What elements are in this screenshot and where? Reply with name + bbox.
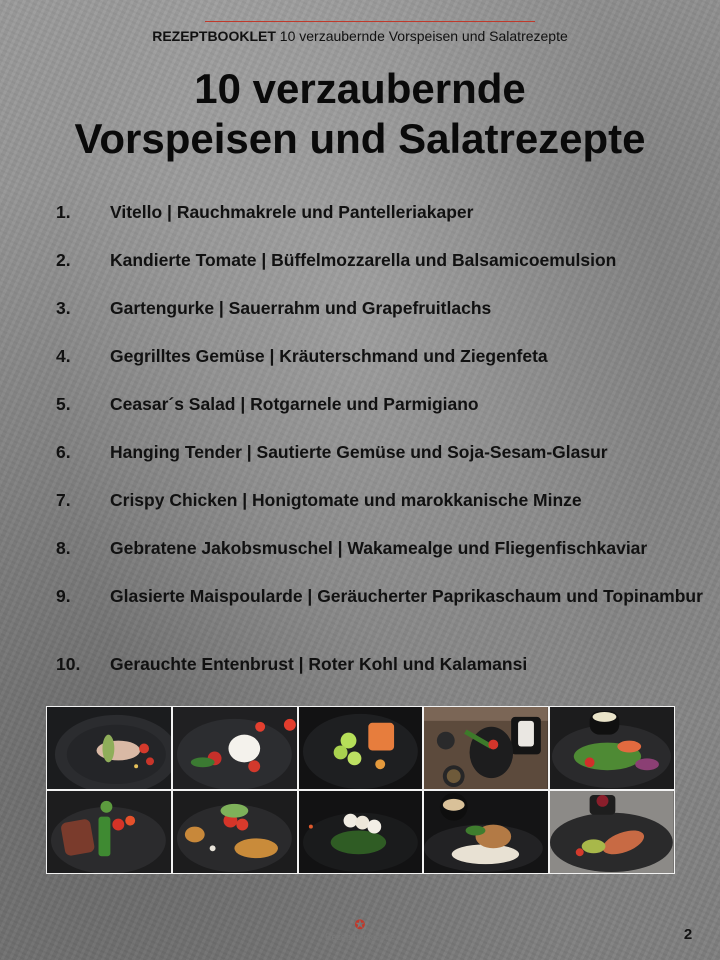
recipe-number: 10. — [56, 654, 81, 674]
running-header-label: REZEPTBOOKLET — [152, 28, 276, 44]
recipe-number: 1. — [56, 202, 71, 222]
header-rule — [205, 21, 535, 22]
logo-star-icon: ✪ — [354, 917, 366, 932]
page-title-line-1: 10 verzaubernde — [194, 65, 526, 112]
vitello-dish-photo — [47, 707, 171, 789]
footer-logo-text: Rezeptbooklet.de — [324, 932, 396, 942]
beef-tender-dish-photo — [47, 791, 171, 873]
recipe-title: Gegrilltes Gemüse | Kräuterschmand und Ziegenfeta — [110, 346, 548, 366]
recipe-title: Gartengurke | Sauerrahm und Grapefruitlachs — [110, 298, 492, 318]
recipe-title: Hanging Tender | Sautierte Gemüse und Soja-Sesam-Glasur — [110, 442, 608, 462]
recipe-number: 2. — [56, 250, 71, 270]
footer-logo — [310, 918, 410, 942]
recipe-number: 8. — [56, 538, 71, 558]
recipe-number: 5. — [56, 394, 71, 414]
cucumber-salmon-dish-photo — [299, 707, 423, 789]
page-title — [0, 64, 720, 164]
grilled-vegetables-dish-photo — [424, 707, 548, 789]
crispy-chicken-dish-photo — [173, 791, 297, 873]
recipe-title: Ceasar´s Salad | Rotgarnele und Parmigiano — [110, 394, 479, 414]
running-header — [0, 28, 720, 44]
page-title-line-2: Vorspeisen und Salatrezepte — [74, 115, 646, 162]
running-header-title: 10 verzaubernde Vorspeisen und Salatrezepte — [279, 28, 568, 44]
recipe-title: Crispy Chicken | Honigtomate und marokkanische Minze — [110, 490, 582, 510]
recipe-title: Gebratene Jakobsmuschel | Wakamealge und Fliegenfischkaviar — [110, 538, 648, 558]
recipe-title: Glasierte Maispoularde | Geräucherter Paprikaschaum und Topinambur — [110, 586, 703, 606]
dish-photo-grid — [46, 706, 675, 874]
tomato-mozzarella-dish-photo — [173, 707, 297, 789]
scallop-wakame-dish-photo — [299, 791, 423, 873]
recipe-number: 7. — [56, 490, 71, 510]
recipe-title: Gerauchte Entenbrust | Roter Kohl und Kalamansi — [110, 654, 528, 674]
recipe-title: Kandierte Tomate | Büffelmozzarella und Balsamicoemulsion — [110, 250, 617, 270]
recipe-number: 9. — [56, 586, 71, 606]
duck-breast-dish-photo — [550, 791, 674, 873]
page-number: 2 — [683, 926, 693, 943]
recipe-number: 3. — [56, 298, 71, 318]
salad-shrimp-dish-photo — [550, 707, 674, 789]
poularde-dish-photo — [424, 791, 548, 873]
recipe-number: 4. — [56, 346, 71, 366]
recipe-number: 6. — [56, 442, 71, 462]
recipe-title: Vitello | Rauchmakrele und Pantelleriakaper — [110, 202, 474, 222]
